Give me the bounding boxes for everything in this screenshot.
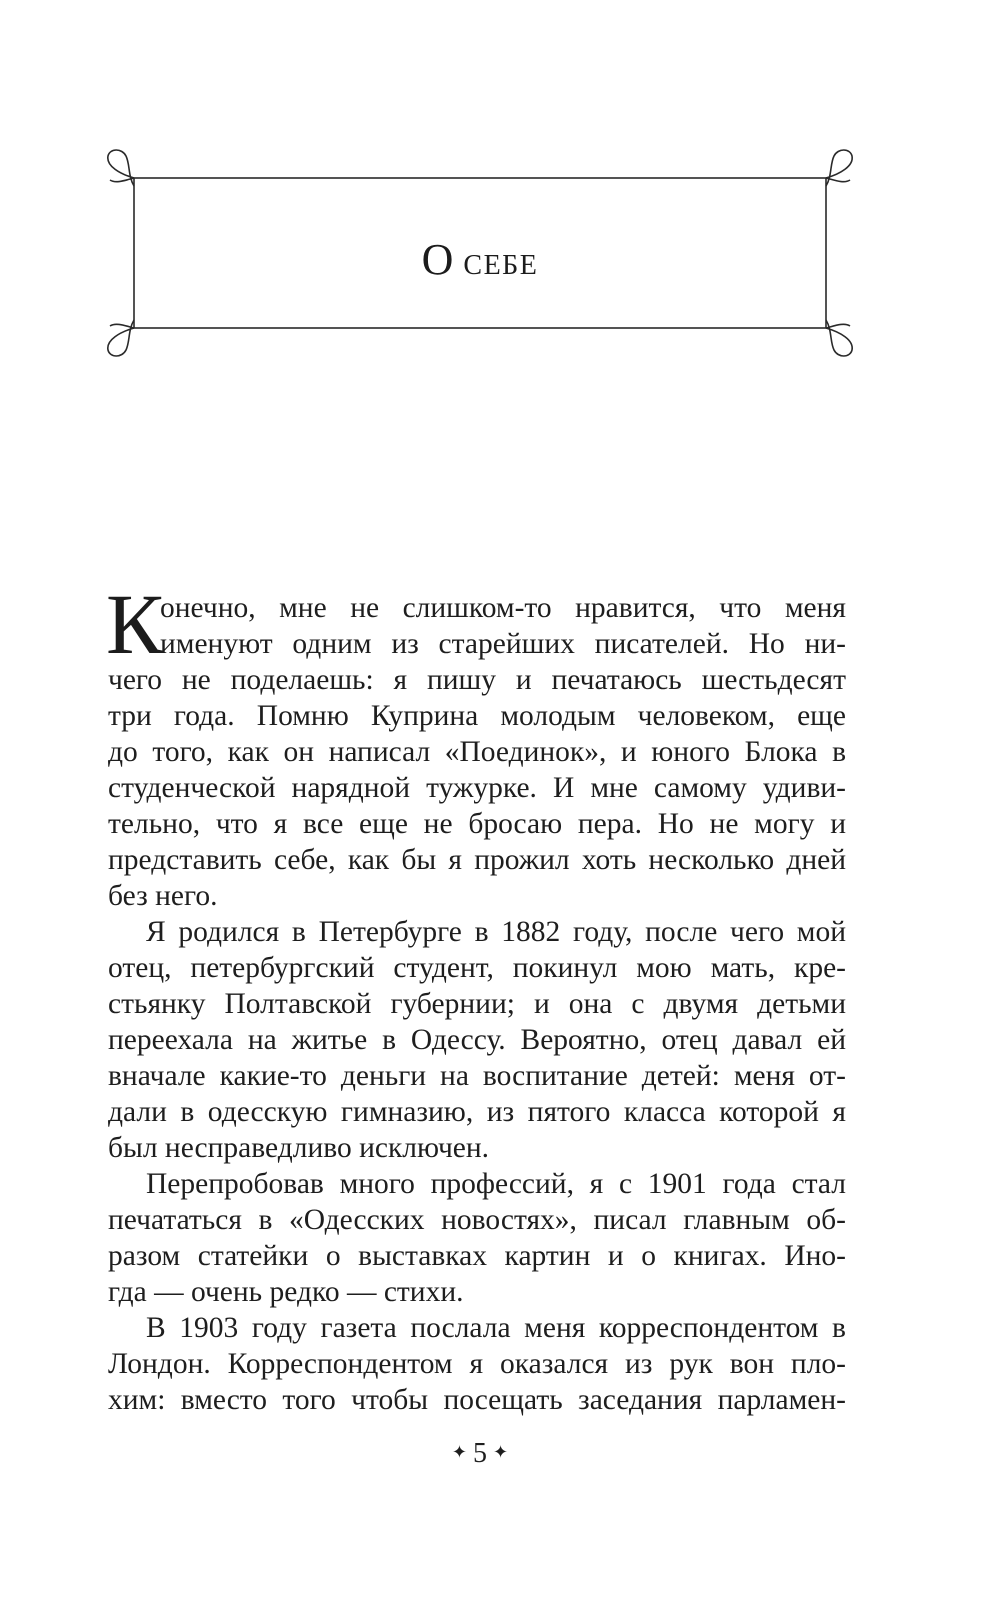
text-line: печататься в «Одесских новостях», писал главным об- — [108, 1204, 846, 1236]
drop-cap: К — [106, 576, 164, 672]
text-line: переехала на житье в Одессу. Вероятно, отец давал ей — [108, 1024, 846, 1056]
text-line: вначале какие-то деньги на воспитание детей: меня от- — [108, 1060, 846, 1092]
text-line: разом статейки о выставках картин и о книгах. Ино- — [108, 1240, 846, 1272]
page-footer — [0, 1438, 960, 1470]
paragraph-3 — [108, 1166, 846, 1310]
text-line: тельно, что я все еще не бросаю пера. Но не могу и — [108, 808, 846, 840]
star-ornament-icon: ✦ — [451, 1442, 467, 1462]
text-line: Я родился в Петербурге в 1882 году, после чего мой — [146, 916, 846, 948]
text-line: отец, петербургский студент, покинул мою мать, кре- — [108, 952, 846, 984]
page-number: 5 — [473, 1438, 487, 1469]
chapter-title — [100, 234, 860, 285]
text-line: чего не поделаешь: я пишу и печатаюсь шестьдесят — [108, 664, 846, 696]
text-line: Перепробовав много профессий, я с 1901 года стал — [146, 1168, 846, 1200]
text-line: онечно, мне не слишком-то нравится, что меня — [160, 592, 846, 624]
text-line: именуют одним из старейших писателей. Но ни- — [160, 628, 846, 660]
text-line: В 1903 году газета послала меня корреспондентом в — [146, 1312, 846, 1344]
star-ornament-icon: ✦ — [493, 1442, 509, 1462]
chapter-title-rest: себе — [463, 238, 539, 283]
chapter-title-first: О — [421, 235, 454, 284]
paragraph-4 — [108, 1310, 846, 1418]
text-line: три года. Помню Куприна молодым человеком, еще — [108, 700, 846, 732]
text-line: Лондон. Корреспондентом я оказался из рук вон пло- — [108, 1348, 846, 1380]
text-line: стьянку Полтавской губернии; и она с двумя детьми — [108, 988, 846, 1020]
chapter-title-frame — [100, 146, 860, 371]
text-line: студенческой нарядной тужурке. И мне самому удиви- — [108, 772, 846, 804]
text-line: гда — очень редко — стихи. — [108, 1276, 464, 1308]
body-text — [106, 576, 846, 1418]
text-line: был несправедливо исключен. — [108, 1132, 490, 1164]
text-line: без него. — [108, 880, 218, 912]
text-line: до того, как он написал «Поединок», и юного Блока в — [108, 736, 846, 768]
paragraph-1 — [106, 576, 846, 914]
text-line: хим: вместо того чтобы посещать заседания парламен- — [108, 1384, 846, 1416]
text-line: представить себе, как бы я прожил хоть несколько дней — [108, 844, 846, 876]
text-line: дали в одесскую гимназию, из пятого класса которой я — [108, 1096, 846, 1128]
paragraph-2 — [108, 914, 846, 1166]
